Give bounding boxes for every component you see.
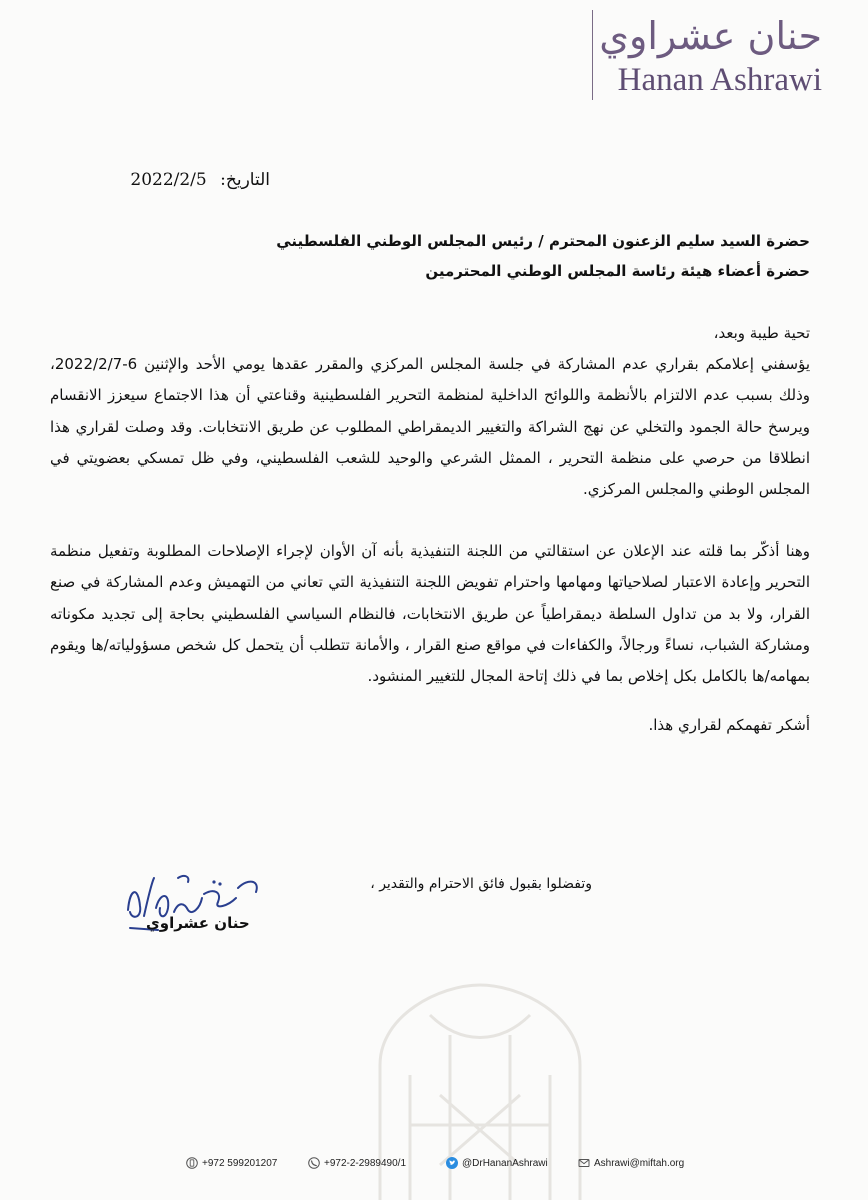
handwritten-signature: [118, 858, 288, 948]
footer-contacts: [0, 1157, 868, 1175]
recipients: [50, 226, 810, 286]
signer-name: حنان عشراوي: [146, 914, 250, 932]
footer-email-text: Ashrawi@miftah.org: [594, 1157, 685, 1169]
footer-twitter-text: @DrHananAshrawi: [462, 1157, 548, 1169]
footer-twitter[interactable]: [446, 1157, 548, 1169]
date-line: [130, 170, 270, 190]
letterhead-name-arabic: حنان عشراوي: [599, 14, 822, 58]
paragraph-1: يؤسفني إعلامكم بقراري عدم المشاركة في جلسة المجلس المركزي والمقرر عقدها يومي الأحد والإثنين 6-2022/2/7، وذلك بسبب عدم الالتزام بالأنظمة واللوائح الداخلية لمنظمة التحرير الفلسطينية وقناعتي أن هذا الاجتماع سيعزز الانقسام ويرسخ حالة الجمود والتخلي عن نهج الشراكة والتغيير الديمقراطي المطلوب عن طريق الانتخابات. وقد وصلت لقراري هذا انطلاقا من حرصي على منظمة التحرير ، الممثل الشرعي والوحيد للشعب الفلسطيني، وفي ظل تمسكي بعضويتي في المجلس الوطني والمجلس المركزي.: [50, 355, 810, 499]
email-icon: [578, 1157, 590, 1169]
paragraph-2: وهنا أذكّر بما قلته عند الإعلان عن استقالتي من اللجنة التنفيذية بأنه آن الأوان لإجراء الإصلاحات المطلوبة وتفعيل منظمة التحرير وإعادة الاعتبار لصلاحياتها ومهامها واحترام تفويض اللجنة التنفيذية التي تعاني من التهميش وعدم المشاركة في صنع القرار، ولا بد من تداول السلطة ديمقراطياً عن طريق الانتخابات، فالنظام السياسي الفلسطيني بحاجة إلى تجديد مكوناته ومشاركة الشباب، نساءً ورجالاً، والكفاءات في مواقع صنع القرار ، والأمانة تتطلب أن يتحمل كل شخص مسؤولياته/ها ويقوم بمهامه/ها بالكامل بكل إخلاص بما في ذلك إتاحة المجال للتغيير المنشود.: [50, 542, 810, 686]
mobile-icon: [186, 1157, 198, 1169]
recipient-line-2: حضرة أعضاء هيئة رئاسة المجلس الوطني المحترمين: [425, 262, 810, 280]
footer-mobile[interactable]: [186, 1157, 277, 1169]
closing-line: وتفضلوا بقبول فائق الاحترام والتقدير ،: [370, 876, 592, 892]
letterhead: [592, 10, 822, 100]
footer-phone[interactable]: [308, 1157, 406, 1169]
letterhead-name-latin: Hanan Ashrawi: [617, 62, 822, 98]
footer-email[interactable]: [578, 1157, 684, 1169]
thanks-line: أشكر تفهمكم لقراري هذا.: [648, 716, 810, 735]
phone-icon: [308, 1157, 320, 1169]
date-label: التاريخ:: [220, 170, 270, 190]
letter-body: [50, 318, 810, 741]
date-value: 2022/2/5: [130, 170, 207, 190]
footer-mobile-text: +972 599201207: [202, 1157, 278, 1169]
twitter-icon: [446, 1157, 458, 1169]
greeting: تحية طيبة وبعد،: [713, 324, 810, 342]
recipient-line-1: حضرة السيد سليم الزعنون المحترم / رئيس المجلس الوطني الفلسطيني: [276, 232, 810, 250]
footer-phone-text: +972-2-2989490/1: [324, 1157, 407, 1169]
